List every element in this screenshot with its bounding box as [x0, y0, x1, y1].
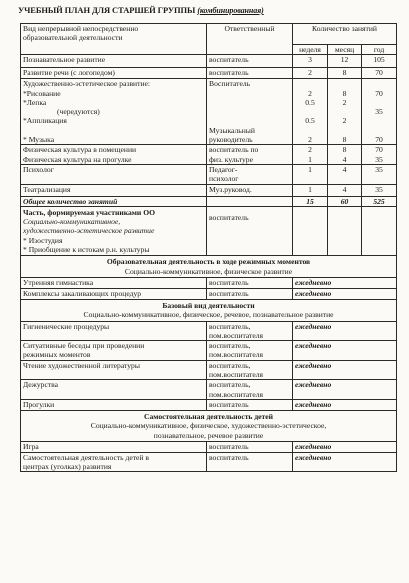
table-row: Часть, формируемая участниками ОО Социально-коммуникативное, художественно-эстетическое развитие * Изостудия * Приобщение к истокам р.н. культуры воспитатель: [21, 206, 397, 255]
header-row: [21, 24, 397, 45]
title-subtitle: (комбинированная): [197, 6, 264, 15]
art-activity: Художественно-эстетическое развитие: *Рисование *Лепка (чередуются) *Аппликация * Музыка: [21, 79, 207, 145]
art-responsible: Воспитатель Музыкальный руководитель: [207, 79, 293, 145]
section-header: Образовательная деятельность в ходе режимных моментов Социально-коммуникативное, физическое развитие: [21, 256, 397, 278]
table-row: Психолог Педагог- психолог 1 4 35: [21, 164, 397, 184]
table-row: Развитие речи (с логопедом) воспитатель 2 8 70: [21, 68, 397, 79]
table-row: Гигиенические процедуры воспитатель, пом.воспитателя ежедневно: [21, 321, 397, 341]
section-header: Базовый вид деятельности Социально-коммуникативное, физическое, речевое, познавательное развитие: [21, 299, 397, 321]
section-header: Самостоятельная деятельность детей Социально-коммуникативное, физическое, художественно-эстетическое, познавательное, речевое развитие: [21, 410, 397, 441]
page-title: [18, 5, 398, 15]
title-main: УЧЕБНЫЙ ПЛАН ДЛЯ СТАРШЕЙ ГРУППЫ: [18, 5, 196, 15]
header-month: месяц: [328, 45, 362, 55]
art-week: 2 0.5 0.5 2: [293, 79, 328, 145]
table-row: Утренняя гимнастика воспитатель ежедневно: [21, 277, 397, 288]
header-year: год: [362, 45, 397, 55]
table-row: Дежурства воспитатель, пом.воспитателя ежедневно: [21, 380, 397, 400]
total-row: Общее количество занятий 15 60 525: [21, 196, 397, 206]
header-responsible: Ответственный: [207, 24, 293, 55]
header-activity: Вид непрерывной непосредственно образовательной деятельности: [21, 24, 207, 55]
table-row: [21, 79, 397, 145]
table-row: Чтение художественной литературы воспитатель, пом.воспитателя ежедневно: [21, 360, 397, 380]
table-row: Игра воспитатель ежедневно: [21, 441, 397, 452]
table-row: Комплексы закаливающих процедур воспитатель ежедневно: [21, 288, 397, 299]
table-row: Ситуативные беседы при проведении режимных моментов воспитатель, пом.воспитателя ежедневно: [21, 341, 397, 361]
header-count: Количество занятий: [293, 24, 397, 45]
table-row: Физическая культура в помещении Физическая культура на прогулке воспитатель по физ. культуре 2 1 8 4 70 35: [21, 145, 397, 165]
art-year: 70 35 70: [362, 79, 397, 145]
curriculum-table: [20, 23, 397, 472]
participants-activity: Часть, формируемая участниками ОО Социально-коммуникативное, художественно-эстетическое развитие * Изостудия * Приобщение к истокам р.н. культуры: [21, 206, 207, 255]
table-row: Прогулки воспитатель ежедневно: [21, 399, 397, 410]
header-week: неделя: [293, 45, 328, 55]
table-row: Познавательное развитие воспитатель 3 12 105: [21, 55, 397, 68]
table-row: Театрализация Муз.руковод. 1 4 35: [21, 184, 397, 196]
table-row: Самостоятельная деятельность детей в центрах (уголках) развития воспитатель ежедневно: [21, 452, 397, 472]
art-month: 8 2 2 8: [328, 79, 362, 145]
